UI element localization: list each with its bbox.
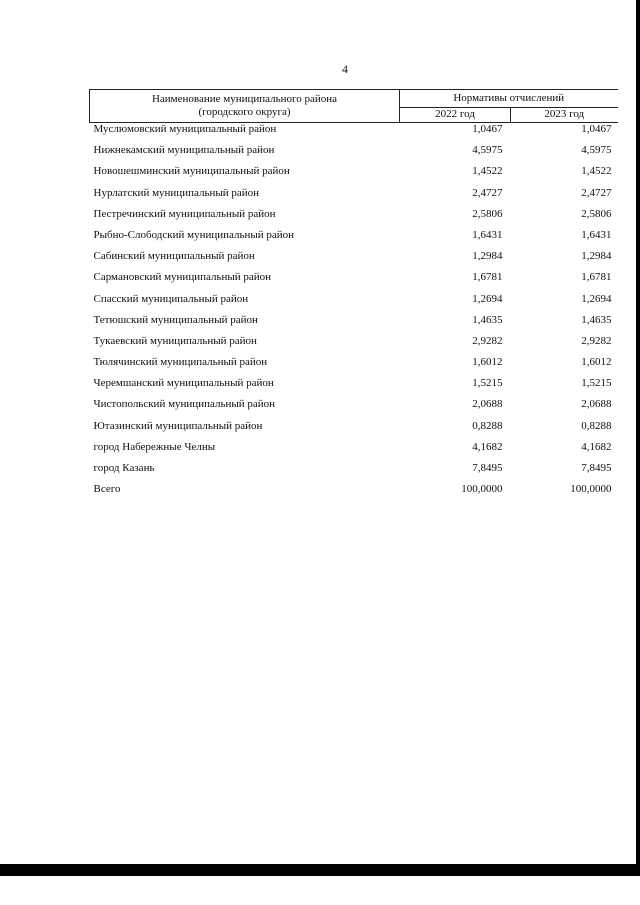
norm-2022-cell: 2,5806 [472, 207, 503, 220]
table-body [90, 123, 618, 505]
norm-2022-cell: 1,6781 [472, 271, 503, 284]
norm-2022-cell: 1,6431 [472, 228, 503, 241]
municipality-name-cell: Тукаевский муниципальный район [93, 334, 257, 347]
scan-edge [636, 0, 640, 876]
norm-2023-cell: 4,1682 [581, 440, 612, 453]
norm-2022-cell: 100,0000 [461, 483, 503, 496]
norm-2022-cell: 1,6012 [472, 356, 503, 369]
norm-2023-cell: 2,9282 [581, 334, 612, 347]
scan-bottom-bar [0, 864, 640, 876]
norm-2023-cell: 1,4522 [581, 165, 612, 178]
norm-2022-cell: 1,5215 [472, 377, 503, 390]
norm-2023-cell: 2,5806 [581, 207, 612, 220]
norm-2022-cell: 1,4522 [472, 165, 503, 178]
norm-2022-cell: 1,0467 [472, 123, 503, 135]
municipality-name-cell: Спасский муниципальный район [93, 292, 249, 305]
table-row [90, 123, 618, 145]
norms-table [89, 89, 618, 504]
norm-2022-cell: 2,4727 [472, 186, 503, 199]
table-row [90, 420, 618, 441]
norm-2023-cell: 1,5215 [581, 377, 612, 390]
municipality-name-cell: Сармановский муниципальный район [93, 271, 272, 284]
municipality-name-cell: Пестречинский муниципальный район [93, 207, 276, 220]
municipality-name-cell: Тетюшский муниципальный район [93, 313, 258, 326]
table-row [90, 335, 618, 356]
header-municipality-line2: (городского округа) [198, 106, 291, 118]
header-municipality-line1: Наименование муниципального района [151, 93, 338, 105]
table-header [90, 90, 618, 123]
norm-2023-cell: 1,6431 [581, 228, 612, 241]
norm-2022-cell: 2,9282 [472, 334, 503, 347]
municipality-name-cell: Ютазинский муниципальный район [93, 419, 263, 432]
norm-2022-cell: 0,8288 [472, 419, 503, 432]
norm-2022-cell: 2,0688 [472, 398, 503, 411]
table-row [90, 398, 618, 419]
table-row [90, 483, 618, 504]
norm-2023-cell: 0,8288 [581, 419, 612, 432]
norm-2023-cell: 1,4635 [581, 313, 612, 326]
norm-2023-cell: 1,6781 [581, 271, 612, 284]
norm-2023-cell: 2,4727 [581, 186, 612, 199]
municipality-name-cell: город Набережные Челны [93, 440, 216, 453]
header-year-2022: 2022 год [400, 107, 511, 122]
table-row [90, 293, 618, 314]
municipality-name-cell: Черемшанский муниципальный район [93, 377, 274, 390]
table-row [90, 356, 618, 377]
norm-2022-cell: 1,2694 [472, 292, 503, 305]
table-row [90, 441, 618, 462]
norm-2023-cell: 7,8495 [581, 462, 612, 474]
municipality-name-cell: Чистопольский муниципальный район [93, 398, 276, 411]
page-number: 4 [342, 62, 348, 76]
table-row [90, 314, 618, 335]
norms-table-container [89, 89, 617, 504]
table-row [90, 229, 618, 250]
norm-2023-cell: 100,0000 [570, 483, 612, 496]
norm-2023-cell: 1,0467 [581, 123, 612, 135]
table-row [90, 377, 618, 398]
table-row [90, 271, 618, 292]
table-row [90, 250, 618, 271]
norm-2022-cell: 1,2984 [472, 250, 503, 263]
municipality-name-cell: Всего [93, 483, 121, 496]
municipality-name-cell: Муслюмовский муниципальный район [93, 123, 277, 135]
municipality-name-cell: Тюлячинский муниципальный район [93, 356, 268, 369]
norm-2022-cell: 1,4635 [472, 313, 503, 326]
municipality-name-cell: Нижнекамский муниципальный район [93, 144, 275, 157]
municipality-name-cell: Сабинский муниципальный район [93, 250, 255, 263]
municipality-name-cell: Рыбно-Слободский муниципальный район [93, 228, 295, 241]
table-row [90, 208, 618, 229]
norm-2022-cell: 4,1682 [472, 440, 503, 453]
municipality-name-cell: Новошешминский муниципальный район [93, 165, 290, 178]
header-year-2023: 2023 год [511, 107, 618, 122]
norm-2023-cell: 1,2694 [581, 292, 612, 305]
municipality-name-cell: город Казань [93, 462, 155, 474]
norm-2023-cell: 2,0688 [581, 398, 612, 411]
norm-2022-cell: 7,8495 [472, 462, 503, 474]
table-row [90, 462, 618, 483]
header-norms-group: Нормативы отчислений [400, 90, 618, 108]
table-row [90, 187, 618, 208]
table-row [90, 165, 618, 186]
table-row [90, 144, 618, 165]
norm-2023-cell: 4,5975 [581, 144, 612, 157]
header-municipality [90, 90, 400, 123]
municipality-name-cell: Нурлатский муниципальный район [93, 186, 260, 199]
norm-2022-cell: 4,5975 [472, 144, 503, 157]
norm-2023-cell: 1,6012 [581, 356, 612, 369]
norm-2023-cell: 1,2984 [581, 250, 612, 263]
